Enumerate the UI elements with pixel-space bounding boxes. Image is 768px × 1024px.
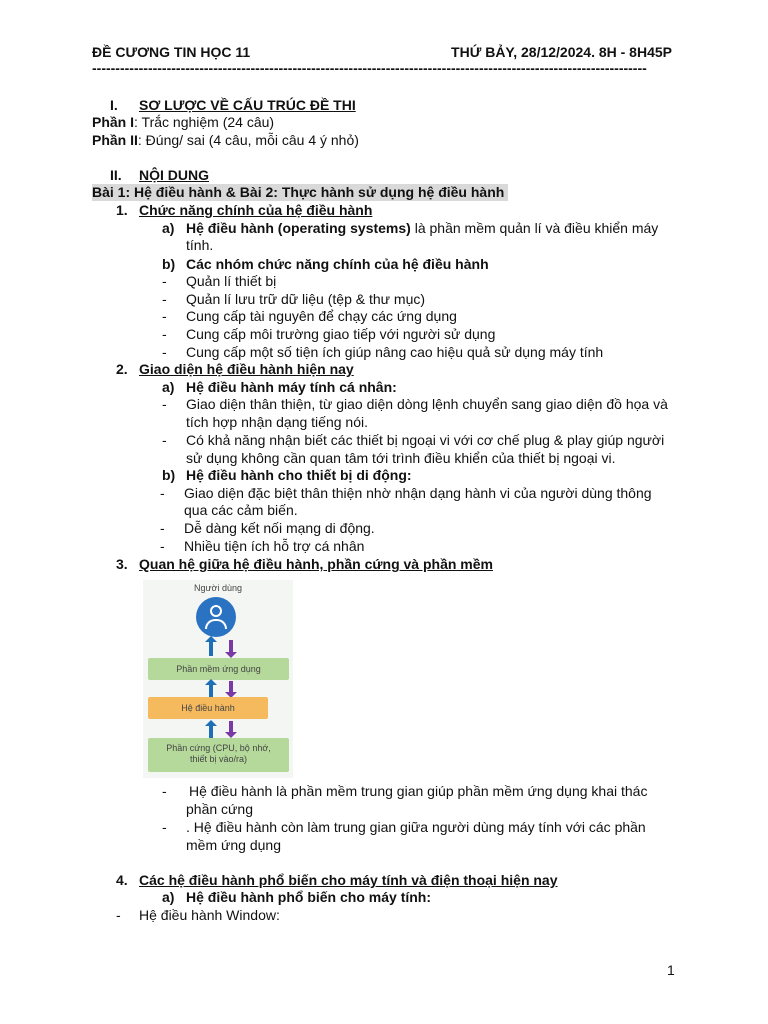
section2-number: II.: [110, 167, 122, 183]
item1-a-text: [186, 220, 658, 237]
part2-text: : Đúng/ sai (4 câu, mỗi câu 4 ý nhỏ): [137, 132, 359, 148]
item2-a-bullet-cont: sử dụng không cần quan tâm tới trình điều khiển của thiết bị ngoại vi.: [186, 450, 616, 466]
item2-title: Giao diện hệ điều hành hiện nay: [139, 361, 354, 377]
item2-b-bullet: Dễ dàng kết nối mạng di động.: [184, 520, 375, 536]
lesson-heading: Bài 1: Hệ điều hành & Bài 2: Thực hành sử dụng hệ điều hành: [92, 184, 508, 201]
os-layer: [148, 697, 268, 719]
hardware-label-line2: thiết bị vào/ra): [189, 754, 248, 764]
item4-bullet: Hệ điều hành Window:: [139, 907, 280, 923]
bullet-dash: -: [162, 432, 167, 448]
item2-b-title: Hệ điều hành cho thiết bị di động:: [186, 467, 412, 483]
item1-title: Chức năng chính của hệ điều hành: [139, 202, 373, 218]
item2-number: 2.: [116, 361, 128, 377]
app-layer: [148, 658, 289, 680]
item1-a-bold: Hệ điều hành (operating systems): [186, 220, 411, 236]
part1-text: : Trắc nghiệm (24 câu): [134, 114, 275, 130]
item1-a-text2: tính.: [186, 237, 214, 253]
item2-b-bullet-cont: qua các cảm biến.: [184, 502, 298, 518]
item2-b-bullet: Giao diện đặc biệt thân thiện nhờ nhận dạng hành vi của người dùng thông: [184, 485, 652, 501]
bullet-dash: -: [162, 344, 167, 360]
item1-number: 1.: [116, 202, 128, 218]
item4-a-title: Hệ điều hành phổ biến cho máy tính:: [186, 889, 432, 905]
item2-b-label: b): [162, 467, 176, 483]
bullet-dash: -: [160, 538, 165, 554]
item2-a-bullet-cont: tích hợp nhận dạng tiếng nói.: [186, 414, 368, 430]
section1-number: I.: [110, 97, 118, 113]
arrow-up-icon: [209, 725, 213, 739]
item2-a-title: Hệ điều hành máy tính cá nhân:: [186, 379, 397, 395]
item1-bullet: Cung cấp môi trường giao tiếp với người sử dụng: [186, 326, 496, 342]
arrow-up-icon: [205, 636, 217, 642]
app-layer-label: Phần mềm ứng dụng: [176, 664, 261, 674]
item3-bullet-cont: phần cứng: [186, 801, 253, 817]
item1-bullet: Quản lí thiết bị: [186, 273, 277, 289]
arrow-up-icon: [209, 640, 213, 656]
bullet-dash: -: [162, 783, 167, 799]
arrow-up-icon: [209, 684, 213, 698]
hardware-layer: [148, 738, 289, 772]
part1-label: Phần I: [92, 114, 135, 130]
item4-number: 4.: [116, 872, 128, 888]
header-date: THỨ BẢY, 28/12/2024. 8H - 8H45P: [451, 44, 672, 60]
bullet-dash: -: [162, 291, 167, 307]
hardware-label-line1: Phần cứng (CPU, bộ nhớ,: [166, 743, 271, 753]
arrow-up-icon: [205, 720, 217, 726]
item3-number: 3.: [116, 556, 128, 572]
header-rule: -----------------------------------------------------------------------------------------------------------------------: [92, 60, 647, 76]
part2-line: [92, 132, 359, 149]
item4-a-label: a): [162, 889, 175, 905]
item1-b-label: b): [162, 256, 176, 272]
item1-a-label: a): [162, 220, 175, 236]
part2-label: Phần II: [92, 132, 138, 148]
user-label: Người dùng: [194, 583, 242, 593]
item2-a-bullet: Có khả năng nhận biết các thiết bị ngoại vi với cơ chế plug & play giúp người: [186, 432, 665, 448]
bullet-dash: -: [116, 907, 121, 923]
item2-a-label: a): [162, 379, 175, 395]
bullet-dash: -: [160, 520, 165, 536]
item3-bullet-cont: mềm ứng dụng: [186, 837, 281, 853]
item1-b-title: Các nhóm chức năng chính của hệ điều hành: [186, 256, 489, 272]
item3-bullet: Hệ điều hành là phần mềm trung gian giúp phần mềm ứng dụng khai thác: [189, 783, 648, 799]
user-icon: [196, 597, 236, 637]
header-title: ĐỀ CƯƠNG TIN HỌC 11: [92, 44, 251, 60]
bullet-dash: -: [162, 273, 167, 289]
section2-title: NỘI DUNG: [139, 167, 209, 183]
bullet-dash: -: [162, 819, 167, 835]
bullet-dash: -: [162, 326, 167, 342]
part1-line: [92, 114, 274, 131]
item3-title: Quan hệ giữa hệ điều hành, phần cứng và phần mềm: [139, 556, 493, 572]
item1-bullet: Quản lí lưu trữ dữ liệu (tệp & thư mục): [186, 291, 426, 307]
item1-bullet: Cung cấp tài nguyên để chạy các ứng dụng: [186, 308, 457, 324]
item4-title: Các hệ điều hành phổ biến cho máy tính và điện thoại hiện nay: [139, 872, 558, 888]
bullet-dash: -: [160, 485, 165, 501]
os-layer-label: Hệ điều hành: [181, 703, 235, 713]
section1-title: SƠ LƯỢC VỀ CẤU TRÚC ĐỀ THI: [139, 97, 356, 113]
item1-a-rest: là phần mềm quản lí và điều khiển máy: [410, 220, 659, 236]
bullet-dash: -: [162, 396, 167, 412]
item2-a-bullet: Giao diện thân thiện, từ giao diện dòng lệnh chuyển sang giao diện đồ họa và: [186, 396, 668, 412]
page-number: 1: [667, 962, 675, 978]
bullet-dash: -: [162, 308, 167, 324]
item1-bullet: Cung cấp một số tiện ích giúp nâng cao hiệu quả sử dụng máy tính: [186, 344, 604, 360]
arrow-up-icon: [205, 679, 217, 685]
os-layer-diagram: [143, 580, 293, 778]
item2-b-bullet: Nhiều tiện ích hỗ trợ cá nhân: [184, 538, 365, 554]
item3-bullet: . Hệ điều hành còn làm trung gian giữa người dùng máy tính với các phần: [186, 819, 646, 835]
